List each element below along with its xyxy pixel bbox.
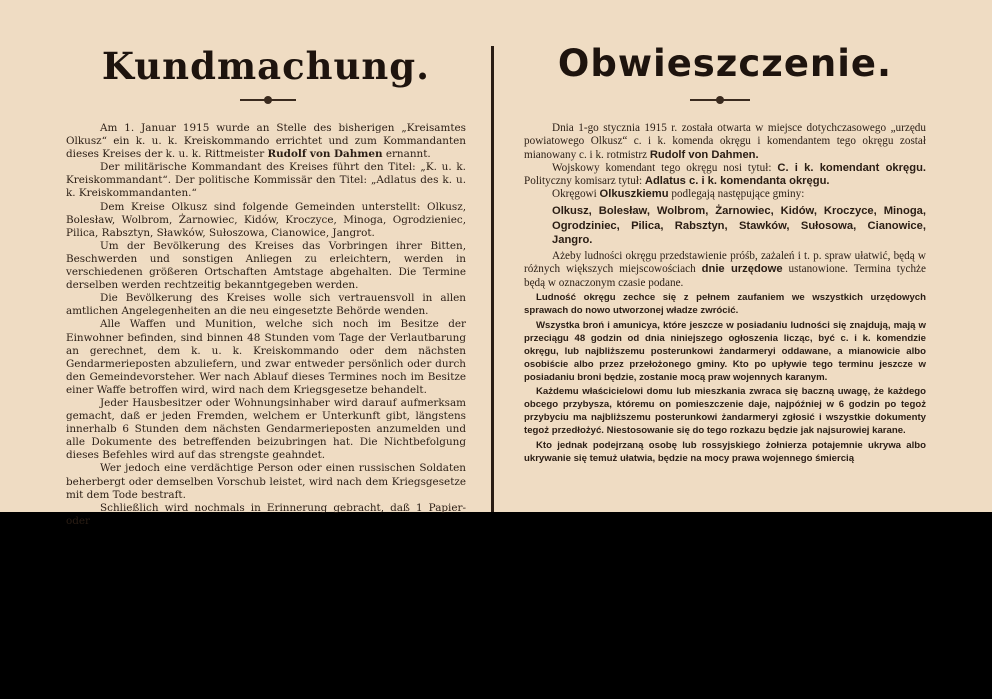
title-ornament [690, 99, 750, 101]
german-paragraph: Die Bevölkerung des Kreises wolle sich vertrauensvoll in allen amtlichen Angelegenheiten an die neu eingesetzte Behörde wenden. [66, 292, 466, 318]
german-paragraph [66, 122, 466, 161]
polish-paragraph: Wszystka broń i amunicya, które jeszcze w posiadaniu ludności się znajdują, mają w przeciągu 48 godzin od dnia niniejszego ogłoszenia licząc, być c. i k. komendzie okręgu, lub najbliższemu posterunkowi żandarmeryi oddawane, a mianowicie albo osobiście albo przez przełożonego gminy. Kto po upływie tego terminu jeszcze w posiadaniu broni będzie, zostanie mocą praw wojennych karanym. [524, 319, 926, 383]
german-paragraph: Schließlich wird nochmals in Erinnerung gebracht, daß 1 Papier- oder [66, 501, 466, 527]
german-title: Kundmachung. [101, 44, 431, 88]
commander-name: Rudolf von Dahmen [267, 148, 383, 161]
german-body [66, 122, 466, 528]
district-name: Olkuszkiemu [599, 188, 669, 201]
polish-text: Ażeby ludności okręgu przedstawienie próśb, zażaleń i t. p. spraw ułatwić, będą w różnych większych miejscowościach [524, 250, 926, 276]
commander-title: C. i k. komendant okręgu. [777, 161, 927, 174]
german-text: Am 1. Januar 1915 wurde an Stelle des bisherigen „Kreisamtes Olkusz“ ein k. u. k. Kreiskommando errichtet und zum Kommandanten dieses Kreises der k. u. k. Rittmeister [66, 122, 466, 161]
title-ornament [240, 99, 296, 101]
german-paragraph: Um der Bevölkerung des Kreises das Vorbringen ihrer Bitten, Beschwerden und sonstigen Anliegen zu erleichtern, werden in verschiedenen größeren Ortschaften Amtstage abgehalten. Die Termine derselben werden rechtzeitig bekanntgegeben werden. [66, 239, 466, 292]
polish-paragraph [524, 250, 926, 290]
german-column [66, 0, 466, 527]
polish-text: podlegają następujące gminy: [668, 188, 805, 201]
municipalities-list: Olkusz, Bolesław, Wolbrom, Żarnowiec, Kidów, Kroczyce, Minoga, Ogrodziniec, Pilica, Rabsztyn, Stawków, Sułosowa, Cianowice, Jangro. [552, 204, 926, 247]
polish-column [524, 0, 926, 512]
german-paragraph: Alle Waffen und Munition, welche sich noch im Besitze der Einwohner befinden, sind binnen 48 Stunden vom Tage der Verlautbarung an gerechnet, dem k. u. k. Kreiskommando oder dem nächsten Gendarmerieposten abzuliefern, und zwar entweder persönlich oder durch den Gemeindevorsteher. Wer nach Ablauf dieses Termines noch im Besitze einer Waffe betroffen wird, wird nach dem Kriegsgesetze behandelt. [66, 318, 466, 396]
polish-text: Dnia 1-go stycznia 1915 r. została otwarta w miejsce dotychczasowego „urzędu powiatowego Olkusz“ c. i k. komenda okręgu i komendantem tego okręgu został mianowany c. i k. rotmistrz [524, 122, 926, 161]
polish-paragraph [524, 188, 926, 201]
polish-paragraph [524, 162, 926, 189]
polish-paragraph: Kto jednak podejrzaną osobę lub rossyjskiego żołnierza potajemnie ukrywa albo ukrywanie się temuż ułatwia, będzie na mocy prawa wojennego śmiercią [524, 440, 926, 464]
german-paragraph: Dem Kreise Olkusz sind folgende Gemeinden unterstellt: Olkusz, Bolesław, Wolbrom, Żarnowiec, Kidów, Kroczyce, Minoga, Ogrodzieniec, Pilica, Rabsztyn, Sławków, Sułoszowa, Cianowice, Jangrot. [66, 200, 466, 239]
polish-text: Okręgowi [552, 188, 600, 201]
polish-paragraph: Każdemu właścicielowi domu lub mieszkania zwraca się baczną uwagę, że każdego obcego przybysza, któremu on pomieszczenie daje, najpóźniej w 6 godzin po tegoż przybyciu ma najbliższemu posterunkowi żandarmeryi zgłosić i wszystkie dokumenty tegoż przedłożyć. Niestosowanie się do tego rozkazu będzie jak najsurowiej karane. [524, 386, 926, 437]
polish-text: Wojskowy komendant tego okręgu nosi tytuł: [552, 161, 778, 174]
german-paragraph: Jeder Hausbesitzer oder Wohnungsinhaber wird darauf aufmerksam gemacht, daß er jeden Fremden, welchem er Unterkunft gibt, längstens innerhalb 6 Stunden dem nächsten Gendarmerieposten anzumelden und alle Dokumente des betreffenden beizubringen hat. Die Nichtbefolgung dieses Befehles wird auf das strengste geahndet. [66, 396, 466, 462]
polish-paragraph [524, 122, 926, 162]
ornament-dot [264, 96, 272, 104]
german-text: ernannt. [382, 148, 431, 161]
german-paragraph: Wer jedoch eine verdächtige Person oder einen russischen Soldaten beherbergt oder demselben Vorschub leistet, wird nach dem Kriegsgesetze mit dem Tode bestraft. [66, 462, 466, 501]
german-paragraph: Der militärische Kommandant des Kreises führt den Titel: „K. u. k. Kreiskommandant“. Der politische Kommissär den Titel: „Adlatus des k. u. k. Kreiskommandanten.“ [66, 161, 466, 200]
column-divider [491, 46, 494, 512]
polish-body [524, 122, 926, 466]
polish-title: Obwieszczenie. [557, 42, 893, 85]
polish-paragraph: Ludność okręgu zechce się z pełnem zaufaniem we wszystkich urzędowych sprawach do nowo utworzonej władze zwrócić. [524, 292, 926, 316]
commissioner-title: Adlatus c. i k. komendanta okręgu. [644, 175, 830, 188]
ornament-dot [716, 96, 724, 104]
polish-text: Polityczny komisarz tytuł: [524, 175, 645, 188]
office-days: dnie urzędowe [701, 263, 783, 276]
commander-name: Rudolf von Dahmen. [649, 148, 759, 161]
polish-text: ustanowione. Termina tychże będą w oznaczonym czasie podane. [524, 263, 926, 289]
